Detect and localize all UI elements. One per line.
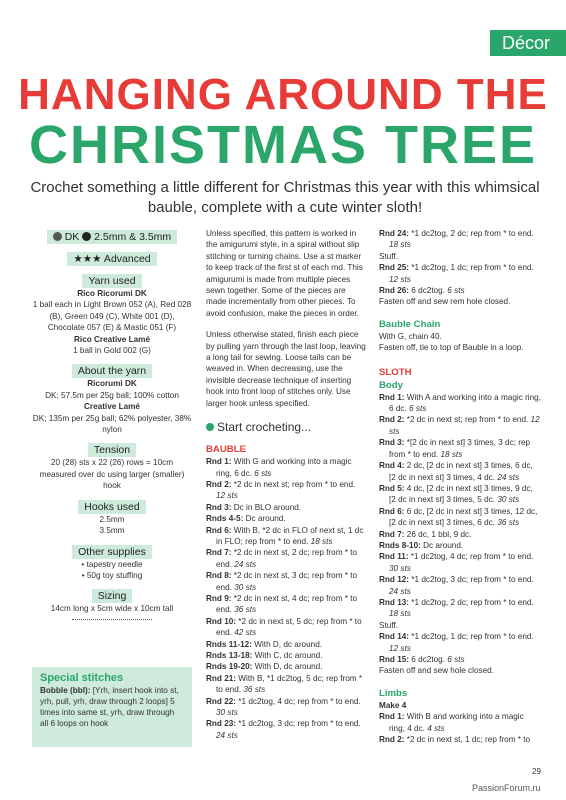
pattern-column-3 — [379, 228, 541, 745]
row-label: Rnd 12: — [379, 575, 410, 585]
row-label: Rnd 21: — [206, 673, 237, 683]
row-label: Rnd 3: — [206, 502, 232, 512]
row-text: *1 dc2tog, 1 dc; rep from * to end. — [409, 263, 534, 273]
row-text: With G and working into a magic ring, 6 dc. — [216, 457, 352, 478]
pattern-row — [379, 506, 541, 529]
pattern-row — [206, 673, 366, 696]
row-count: 18 sts — [389, 609, 411, 619]
row-text: *2 dc in next st, 2 dc; rep from * to end. — [216, 548, 358, 569]
row-count: 24 sts — [497, 472, 520, 482]
pattern-row — [379, 414, 541, 437]
row-label: Rnd 9: — [206, 593, 232, 603]
about1-name: Ricorumi DK — [87, 379, 137, 389]
row-text: 4 dc, [2 dc in next st] 3 times, 9 dc, [2 dc in next st] 3 times, 5 dc. — [389, 483, 533, 505]
row-label: Rnd 1: — [206, 457, 232, 467]
pattern-row — [379, 734, 541, 745]
row-count: 36 sts — [497, 518, 520, 528]
row-text: With B, *2 dc in FLO of next st, 1 dc in FLO; rep from * to end. — [216, 525, 364, 546]
row-text: *1 dc2tog, 1 dc; rep from * to end. — [409, 632, 534, 642]
row-count: 24 sts — [234, 559, 257, 569]
row-label: Rnd 2: — [206, 479, 232, 489]
row-text: *2 dc in next st, 5 dc; rep from * to end. — [216, 616, 362, 638]
pattern-row — [379, 551, 541, 574]
pattern-row — [379, 597, 541, 620]
row-label: Rnds 8-10: — [379, 540, 421, 550]
title-line-1: HANGING AROUND THE — [18, 70, 548, 119]
about2-name: Creative Lamé — [84, 402, 140, 412]
row-text: Dc around. — [243, 514, 286, 524]
row-text: 6 dc2tog. — [409, 286, 448, 296]
row-label: Rnd 4: — [379, 461, 405, 471]
row-text: With A and working into a magic ring, 6 dc. — [389, 392, 542, 414]
supply2: • 50g toy stuffing — [81, 570, 143, 580]
pattern-row — [379, 228, 541, 251]
row-count: 6 sts — [409, 404, 427, 414]
row-count: 18 sts — [389, 240, 411, 250]
row-text: *1 dc2tog, 4 dc; rep from * to end. — [408, 552, 534, 562]
rows-e — [379, 711, 541, 745]
pattern-row — [379, 529, 541, 540]
pattern-column-2 — [206, 228, 366, 741]
row-label: Rnds 13-18: — [206, 651, 253, 660]
chain-line-2: Fasten off, tie to top of Bauble in a loop. — [379, 343, 524, 353]
page-number: 29 — [532, 767, 541, 776]
row-label: Rnd 13: — [379, 597, 410, 607]
row-count: 18 sts — [310, 536, 333, 546]
row-label: Rnd 8: — [206, 571, 232, 581]
row-label: Rnd 2: — [379, 415, 405, 425]
yarn-hook-header — [47, 230, 177, 244]
rows-a — [379, 228, 541, 251]
pattern-row — [379, 262, 541, 285]
row-text: *[2 dc in next st] 3 times, 3 dc; rep from * to end. — [389, 438, 531, 459]
pattern-row — [379, 460, 541, 483]
pattern-row — [379, 285, 541, 296]
row-text: Dc in BLO around. — [231, 502, 302, 512]
row-count: 4 sts — [427, 723, 445, 733]
row-text: *2 dc in next st; rep from * to end. — [231, 479, 356, 489]
row-text: *1 dc2tog, 2 dc; rep from * to end. — [409, 229, 534, 238]
start-heading-text: Start crocheting... — [217, 420, 312, 435]
about2-detail: DK; 135m per 25g ball; 62% polyester, 38% nylon — [32, 413, 192, 435]
hook1: 2.5mm — [99, 514, 125, 524]
pattern-row — [206, 479, 366, 502]
row-count: 6 sts — [447, 286, 465, 296]
body-heading: Body — [379, 379, 403, 391]
yarn-ball-icon — [53, 232, 62, 241]
title-line-2: CHRISTMAS TREE — [28, 115, 537, 175]
pattern-row — [206, 639, 366, 650]
watermark: PassionForum.ru — [472, 783, 541, 793]
row-count: 24 sts — [389, 586, 411, 596]
hook-icon — [82, 232, 91, 241]
row-count: 42 sts — [234, 628, 257, 638]
row-label: Rnd 7: — [379, 529, 405, 539]
row-text: 26 dc, 1 bbl, 9 dc. — [404, 529, 472, 539]
chain-line-1: With G, chain 40. — [379, 331, 442, 341]
level-badge: ★★★ Advanced — [67, 252, 156, 266]
rows-d — [379, 631, 541, 665]
row-label: Rnd 23: — [206, 719, 237, 729]
pattern-row — [379, 574, 541, 597]
row-label: Rnd 26: — [379, 286, 410, 296]
intro-paragraph-1: Unless specified, this pattern is worked in the amigurumi style, in a spiral without slip stitching or turning chains. Use a st marker to keep track of the first st of each rnd. This amigurumi is made from multiple pieces sewn together. Some of the pieces are made incrementally from other pieces. To avoid confusion, make the pieces in order. — [206, 229, 363, 318]
row-text: *2 dc in next st; rep from * to end. — [404, 415, 531, 425]
row-label: Rnd 1: — [379, 712, 405, 722]
row-label: Rnd 15: — [379, 655, 410, 664]
row-count: 36 sts — [243, 685, 266, 695]
row-text: *2 dc in next st, 3 dc; rep from * to end. — [216, 571, 358, 592]
row-label: Rnd 11: — [379, 552, 409, 562]
special-desc: [Yrh, insert hook into st, yrh, pull, yrh, draw through 2 loops] 5 times into same st, yrh, draw through all 6 loops on hook — [40, 686, 179, 728]
special-text — [40, 685, 184, 729]
row-count: 18 sts — [440, 449, 463, 459]
row-count: 24 sts — [216, 730, 238, 740]
row-label: Rnds 11-12: — [206, 639, 252, 649]
pattern-row — [206, 570, 366, 593]
row-text: 2 dc, [2 dc in next st] 3 times, 6 dc, [2 dc in next st] 3 times, 4 dc. — [389, 461, 533, 482]
supply1: • tapestry needle — [81, 559, 143, 569]
row-text: 6 dc2tog. — [409, 655, 448, 664]
section-tab: Décor — [490, 30, 566, 56]
stuff-2: Stuff. — [379, 620, 398, 630]
hook-size: 2.5mm & 3.5mm — [94, 231, 172, 243]
supplies-heading: Other supplies — [72, 545, 152, 559]
row-text: With B and working into a magic ring, 4 dc. — [389, 712, 524, 733]
pattern-row — [379, 631, 541, 654]
row-text: With C, dc around. — [252, 651, 323, 660]
yarn1-name: Rico Ricorumi DK — [77, 289, 147, 298]
special-term: Bobble (bbl): — [40, 686, 91, 695]
pattern-row — [206, 456, 366, 479]
yarn2-name: Rico Creative Lamé — [74, 334, 150, 344]
row-count: 12 sts — [216, 491, 238, 501]
row-count: 12 sts — [389, 643, 411, 653]
pattern-row — [379, 711, 541, 734]
row-count: 30 sts — [216, 708, 238, 718]
row-count: 6 sts — [447, 655, 465, 664]
row-label: Rnd 5: — [379, 483, 405, 493]
intro-paragraph-2: Unless otherwise stated, finish each piece by pulling yarn through the last loop, leaving a long tail for sewing. Loose tails can be weaved in. When decreasing, use the invisible decrease technique of inserting hook into front loop of stitches only. Use larger hook unless specified. — [206, 330, 366, 408]
pattern-row — [206, 661, 366, 672]
tension-detail: 20 (28) sts x 22 (26) rows = 10cm measured over dc using larger (smaller) hook — [39, 458, 185, 491]
pattern-row — [206, 513, 366, 524]
row-text: *1 dc2tog, 4 dc; rep from * to end. — [236, 696, 361, 706]
start-heading — [206, 419, 366, 435]
pattern-row — [206, 525, 366, 548]
about1-detail: DK; 57.5m per 25g ball; 100% cotton — [45, 390, 179, 400]
make-4: Make 4 — [379, 700, 407, 710]
special-stitches-box — [32, 667, 192, 747]
rows-c — [379, 392, 541, 620]
fasten-1: Fasten off and sew rem hole closed. — [379, 297, 511, 307]
row-count: 30 sts — [389, 563, 411, 573]
sizing-detail: 14cm long x 5cm wide x 10cm tall — [50, 604, 174, 614]
row-text: *2 dc in next st, 1 dc; rep from * to — [404, 735, 531, 745]
yarn2-detail: 1 ball in Gold 002 (G) — [73, 346, 151, 356]
row-label: Rnds 19-20: — [206, 662, 253, 672]
row-label: Rnd 22: — [206, 696, 237, 706]
row-text: With D, dc around. — [252, 662, 323, 672]
pattern-row — [206, 616, 366, 639]
row-label: Rnd 7: — [206, 548, 232, 558]
pattern-row — [379, 654, 541, 665]
rows-b — [379, 262, 541, 296]
yarn1-detail: 1 ball each in Light Brown 052 (A), Red 028 (B), Green 049 (C), White 001 (D), Chocolate 057 (E) & Mastic 051 (F) — [32, 300, 192, 333]
row-count: 6 sts — [254, 468, 272, 478]
bauble-chain-heading: Bauble Chain — [379, 318, 441, 330]
pattern-row — [206, 650, 366, 661]
row-count: 36 sts — [234, 605, 257, 615]
pattern-row — [379, 540, 541, 551]
limbs-heading: Limbs — [379, 687, 408, 699]
yarn-weight: DK — [64, 231, 80, 243]
hooks-heading: Hooks used — [78, 500, 145, 514]
row-label: Rnd 24: — [379, 229, 410, 238]
pattern-row — [206, 593, 366, 616]
row-label: Rnd 1: — [379, 392, 405, 402]
stuff-1: Stuff. — [379, 251, 398, 261]
row-label: Rnd 10: — [206, 616, 237, 626]
row-text: With B, *1 dc2tog, 5 dc; rep from * to end. — [216, 673, 363, 695]
row-label: Rnd 3: — [379, 438, 405, 448]
bauble-rows — [206, 456, 366, 741]
special-title: Special stitches — [40, 672, 124, 684]
pattern-row — [206, 696, 366, 719]
bullet-icon — [206, 423, 214, 431]
pattern-row — [206, 547, 366, 570]
pattern-row — [206, 718, 366, 741]
info-column — [32, 228, 192, 620]
row-text: *1 dc2tog, 2 dc; rep from * to end. — [409, 597, 534, 607]
sizing-heading: Sizing — [92, 589, 133, 603]
standfirst: Crochet something a little different for Christmas this year with this whimsical bauble, complete with a cute winter sloth! — [30, 179, 540, 216]
row-label: Rnd 25: — [379, 263, 410, 273]
yarn-used-heading: Yarn used — [82, 274, 141, 288]
row-label: Rnd 2: — [379, 735, 405, 745]
row-label: Rnd 6: — [379, 506, 405, 516]
row-text: *1 dc2tog, 3 dc; rep from * to end. — [409, 575, 534, 585]
row-label: Rnd 14: — [379, 632, 410, 642]
pattern-row — [379, 483, 541, 506]
row-count: 30 sts — [234, 582, 257, 592]
tension-heading: Tension — [88, 443, 136, 457]
row-text: *1 dc2tog, 3 dc; rep from * to end. — [236, 719, 361, 729]
row-text: *2 dc in next st, 4 dc; rep from * to end. — [216, 593, 358, 615]
dotted-divider — [72, 619, 152, 620]
row-label: Rnd 6: — [206, 525, 232, 535]
bauble-heading: BAUBLE — [206, 444, 246, 456]
pattern-row — [379, 437, 541, 460]
row-count: 12 sts — [389, 274, 411, 284]
row-text: Dc around. — [420, 540, 464, 550]
pattern-row — [206, 502, 366, 513]
about-yarn-heading: About the yarn — [72, 364, 152, 378]
row-text: With D, dc around. — [251, 639, 323, 649]
row-count: 30 sts — [497, 495, 520, 505]
sloth-heading: SLOTH — [379, 366, 412, 378]
row-count: 12 sts — [389, 415, 540, 436]
row-text: 6 dc, [2 dc in next st] 3 times, 12 dc, [2 dc in next st] 3 times, 6 dc. — [389, 506, 538, 528]
pattern-row — [379, 392, 541, 415]
fasten-2: Fasten off and sew hole closed. — [379, 666, 495, 676]
row-label: Rnds 4-5: — [206, 514, 244, 524]
hook2: 3.5mm — [99, 526, 125, 536]
